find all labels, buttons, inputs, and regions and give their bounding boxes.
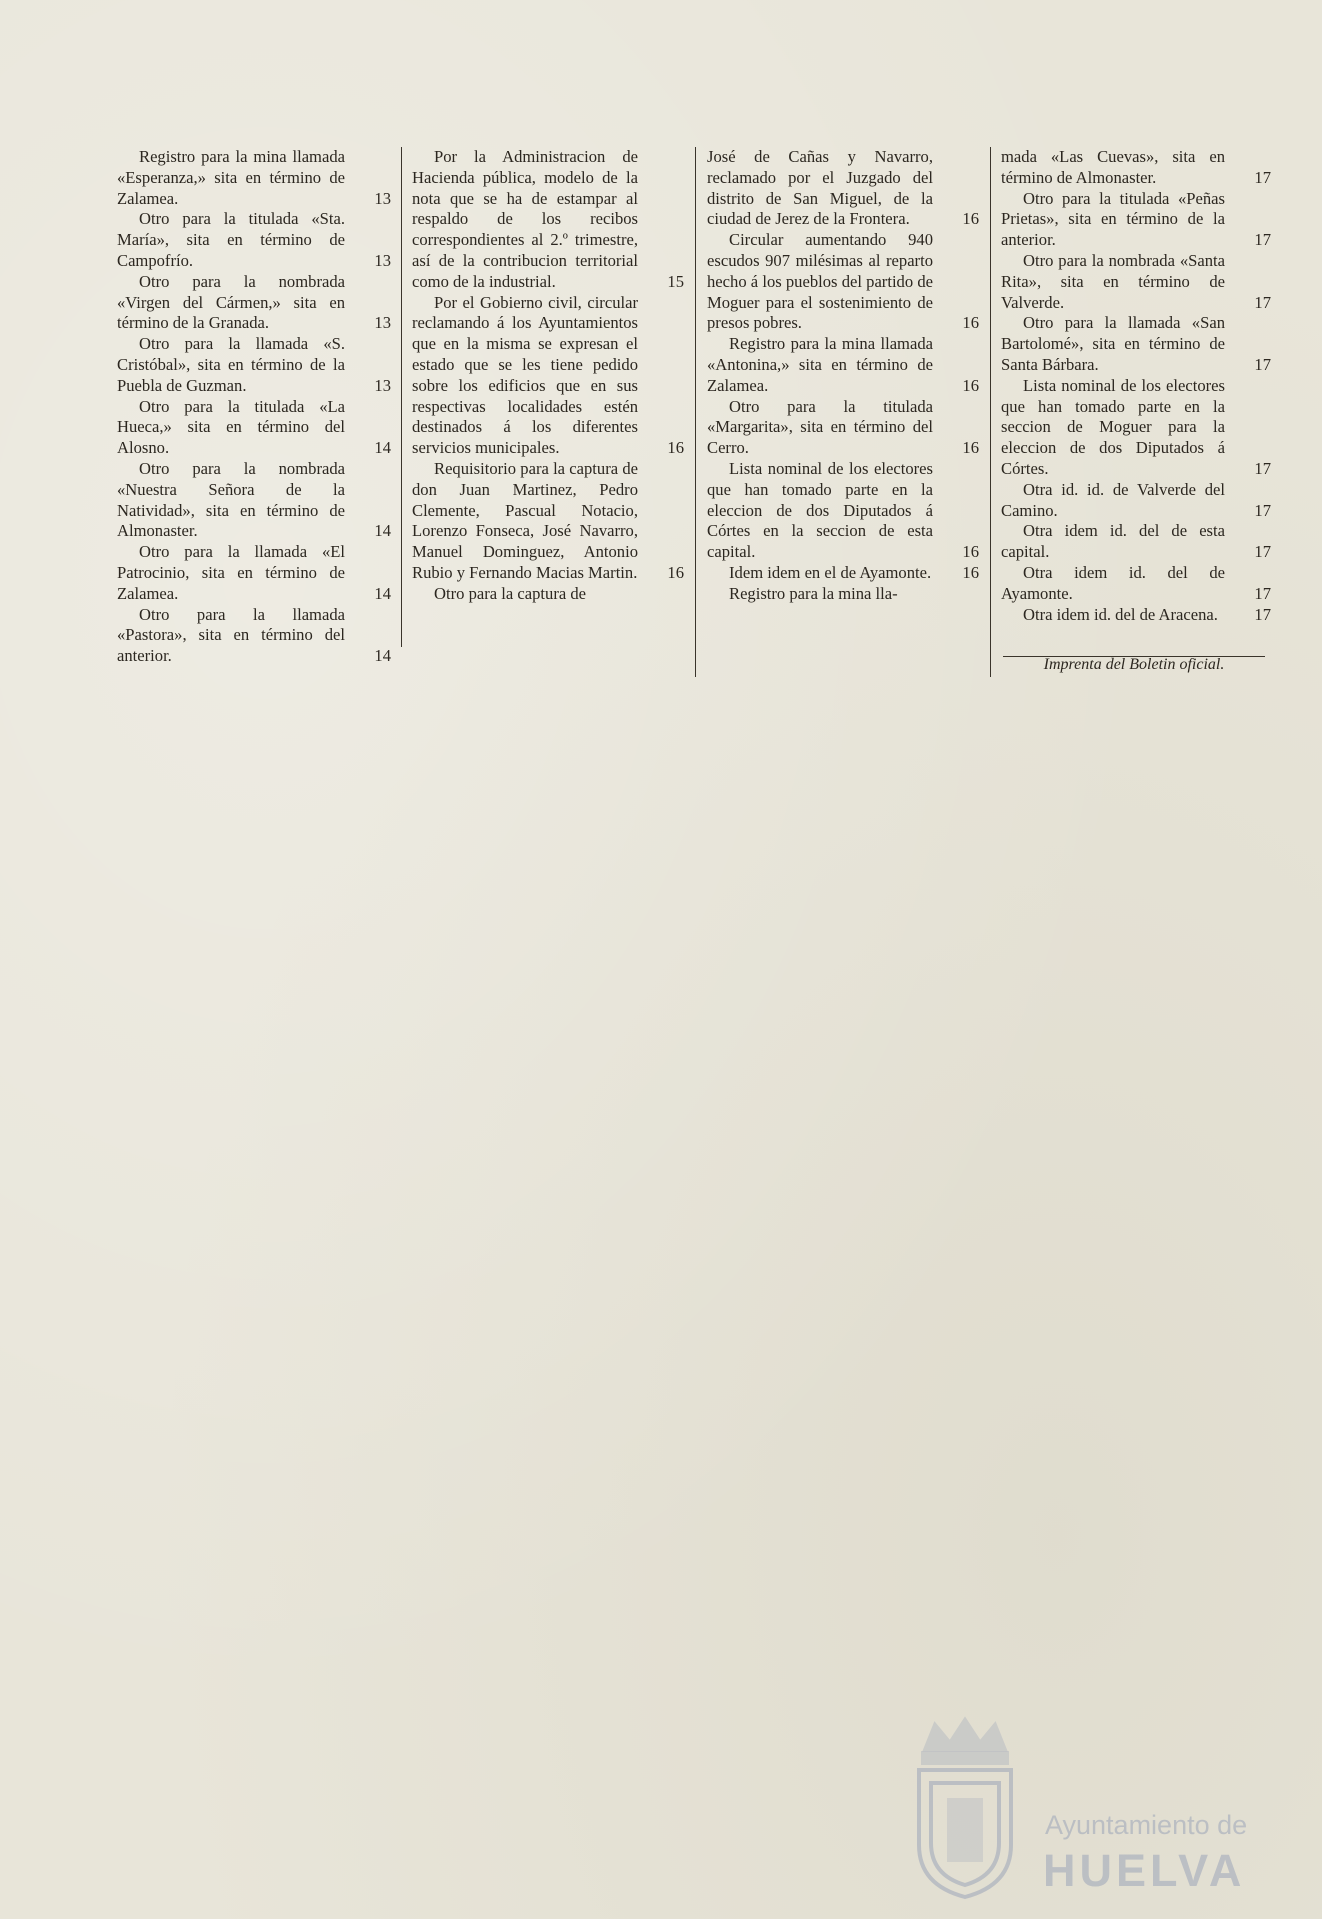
index-entry [1001, 147, 1271, 189]
index-entry-page-number: 17 [1254, 292, 1271, 312]
index-entry-text: Otra idem id. del de esta capital. [1001, 521, 1225, 562]
index-entry-page-number: 16 [962, 375, 979, 395]
index-entry-text: Otro para la captura de [434, 583, 587, 603]
index-entry [117, 459, 391, 542]
index-entry-page-number: 16 [962, 562, 979, 582]
index-entry-text: Otra id. id. de Valverde del Camino. [1001, 479, 1225, 520]
watermark-line-2: HUELVA [1043, 1845, 1246, 1896]
index-entry-text: Registro para la mina llamada «Esperanza,» sita en término de Zalamea. [117, 147, 345, 208]
index-entry [117, 147, 391, 209]
index-entry-text: Otro para la llamada «Pastora», sita en término del anterior. [117, 604, 345, 666]
index-entry-page-number: 17 [1254, 230, 1271, 250]
index-entry [412, 147, 684, 293]
index-entry-page-number: 17 [1254, 500, 1271, 520]
index-entry-page-number: 16 [962, 542, 979, 562]
huelva-coat-of-arms-icon [905, 1715, 1025, 1900]
index-entry-page-number: 13 [374, 313, 391, 333]
index-entry-page-number: 17 [1254, 167, 1271, 187]
index-entry-page-number: 16 [962, 209, 979, 229]
index-entry [1001, 251, 1271, 313]
index-entry [707, 334, 979, 396]
column-divider [401, 147, 402, 647]
index-entry-text: Otro para la llamada «S. Cristóbal», sita en término de la Puebla de Guzman. [117, 334, 345, 395]
index-entry [117, 542, 391, 604]
index-entry-page-number: 17 [1254, 542, 1271, 562]
index-entry [707, 147, 979, 230]
index-entry-text: José de Cañas y Navarro, reclamado por el Juzgado del distrito de San Miguel, de la ciudad de Jerez de la Frontera. [707, 147, 933, 229]
index-entry [1001, 189, 1271, 251]
column-divider [990, 147, 991, 677]
index-entry-text: Otro para la titulada «Sta. María», sita en término de Campofrío. [117, 209, 345, 270]
index-entry-text: mada «Las Cuevas», sita en término de Almonaster. [1001, 147, 1225, 187]
index-entry-page-number: 14 [374, 646, 391, 666]
index-entry [117, 272, 391, 334]
index-entry-text: Otro para la titulada «Margarita», sita en término del Cerro. [707, 396, 933, 458]
index-entry-page-number: 13 [374, 188, 391, 208]
index-entry [1001, 376, 1271, 480]
index-entry [117, 605, 391, 667]
index-entry-text: Otro para la titulada «La Hueca,» sita en término del Alosno. [117, 396, 345, 458]
index-entry-text: Registro para la mina lla- [729, 583, 898, 603]
index-entry-page-number: 17 [1254, 583, 1271, 603]
index-entry [117, 397, 391, 459]
index-entry-page-number: 14 [374, 521, 391, 541]
index-entry-page-number: 13 [374, 250, 391, 270]
index-entry [412, 293, 684, 459]
index-entry-text: Por el Gobierno civil, circular reclamando á los Ayuntamientos que en la misma se expresan el estado que se les tiene pedido sobre los edificios que en sus respectivas localidades estén destinados á los diferentes servicios municipales. [412, 292, 638, 458]
index-entry-page-number: 16 [962, 438, 979, 458]
index-entry-text: Otro para la llamada «San Bartolomé», sita en término de Santa Bárbara. [1001, 313, 1225, 374]
index-entry [117, 209, 391, 271]
index-entry-page-number: 17 [1254, 354, 1271, 374]
index-entry [1001, 563, 1271, 605]
index-entry-page-number: 17 [1254, 604, 1271, 624]
index-entry-page-number: 14 [374, 583, 391, 603]
index-entry [707, 584, 979, 605]
index-entry-page-number: 16 [962, 313, 979, 333]
index-entry-text: Idem idem en el de Ayamonte. [729, 562, 932, 582]
index-entry [1001, 313, 1271, 375]
index-entry [412, 459, 684, 584]
index-entry-text: Requisitorio para la captura de don Juan Martinez, Pedro Clemente, Pascual Notacio, Lorenzo Fonseca, José Navarro, Manuel Dominguez, Antonio Rubio y Fernando Macias Martin. [412, 458, 638, 582]
index-column-1 [117, 147, 391, 667]
index-entry-text: Registro para la mina llamada «Antonina,» sita en término de Zalamea. [707, 334, 933, 395]
index-entry-text: Otra idem id. del de Aracena. [1023, 604, 1218, 624]
index-entry-page-number: 16 [667, 438, 684, 458]
index-entry-text: Otro para la titulada «Peñas Prietas», sita en término de la anterior. [1001, 188, 1225, 250]
index-column-2 [412, 147, 684, 605]
index-entry [707, 230, 979, 334]
index-entry [117, 334, 391, 396]
index-entry-text: Lista nominal de los electores que han tomado parte en la eleccion de dos Diputados á Córtes en la seccion de esta capital. [707, 458, 933, 562]
watermark-line-1: Ayuntamiento de [1045, 1810, 1248, 1840]
index-entry-text: Otro para la nombrada «Virgen del Cármen,» sita en término de la Granada. [117, 271, 345, 333]
index-entry-page-number: 14 [374, 438, 391, 458]
index-entry [707, 563, 979, 584]
archive-watermark [905, 1715, 1265, 1900]
index-column-4 [1001, 147, 1271, 625]
index-entry-page-number: 16 [667, 562, 684, 582]
index-entry-page-number: 15 [667, 271, 684, 291]
index-entry [707, 459, 979, 563]
index-entry [1001, 605, 1271, 626]
printer-footer: Imprenta del Boletin oficial. [1043, 656, 1225, 673]
index-entry [1001, 480, 1271, 522]
index-entry-page-number: 13 [374, 375, 391, 395]
index-entry [412, 584, 684, 605]
index-entry-text: Otra idem id. del de Ayamonte. [1001, 562, 1225, 603]
index-entry-text: Otro para la nombrada «Santa Rita», sita en término de Valverde. [1001, 250, 1225, 312]
index-column-3 [707, 147, 979, 605]
index-entry [707, 397, 979, 459]
index-entry-text: Por la Administracion de Hacienda pública, modelo de la nota que se ha de estampar al respaldo de los recibos correspondientes al 2.º trimestre, así de la contribucion territorial como de la industrial. [412, 147, 638, 291]
index-entry-text: Circular aumentando 940 escudos 907 milésimas al reparto hecho á los pueblos del partido de Moguer para el sostenimiento de presos pobres. [707, 230, 933, 333]
index-entry-text: Otro para la nombrada «Nuestra Señora de la Natividad», sita en término de Almonaster. [117, 458, 345, 541]
index-entry-text: Lista nominal de los electores que han tomado parte en la seccion de Moguer para la eleccion de dos Diputados á Córtes. [1001, 375, 1225, 478]
index-entry-text: Otro para la llamada «El Patrocinio, sita en término de Zalamea. [117, 542, 345, 603]
index-entry [1001, 521, 1271, 563]
index-entry-page-number: 17 [1254, 458, 1271, 478]
column-divider [695, 147, 696, 677]
